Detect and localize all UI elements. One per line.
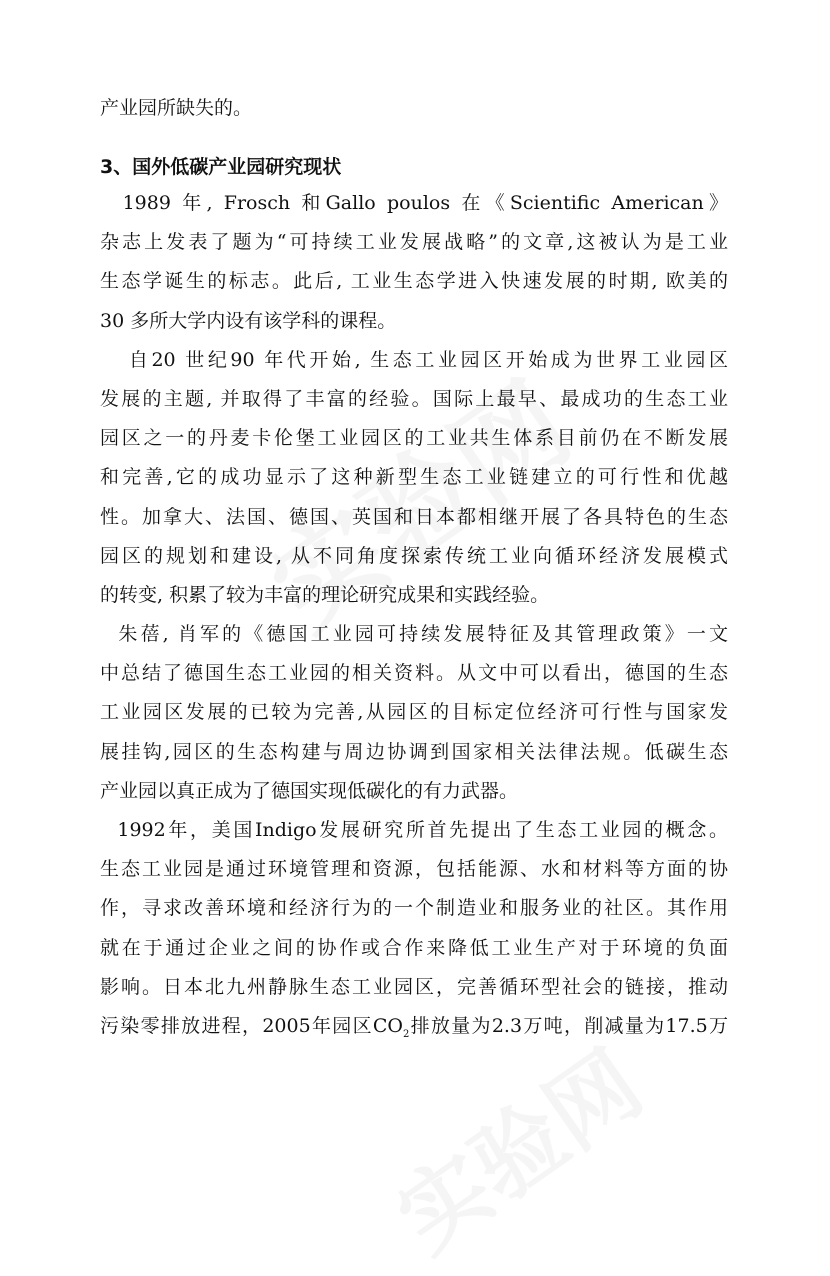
text-line: 园区的规划和建设, 从不同角度探索传统工业向循环经济发展模式 bbox=[100, 544, 728, 567]
document-body bbox=[100, 96, 728, 1053]
text-segment: 污染零排放进程，2005年园区CO bbox=[100, 1014, 403, 1037]
text-line: 产业园以真正成为了德国实现低碳化的有力武器。 bbox=[100, 779, 519, 802]
text-line: 影响。日本北九州静脉生态工业园区，完善循环型社会的链接，推动 bbox=[100, 975, 728, 998]
paragraph bbox=[100, 191, 728, 334]
paragraph bbox=[100, 622, 728, 804]
text-line: 的转变, 积累了较为丰富的理论研究成果和实践经验。 bbox=[100, 583, 550, 606]
subscript: 2 bbox=[403, 1028, 410, 1039]
section-heading: 3、国外低碳产业园研究现状 bbox=[100, 156, 342, 178]
text-line: 和完善,它的成功显示了这种新型生态工业链建立的可行性和优越 bbox=[100, 466, 728, 489]
text-line: 发展的主题, 并取得了丰富的经验。国际上最早、最成功的生态工业 bbox=[100, 387, 728, 410]
text-line: 1989 年, Frosch 和Gallo poulos 在《Scientific American》 bbox=[100, 192, 728, 214]
paragraph bbox=[100, 348, 728, 608]
text-line: 性。加拿大、法国、德国、英国和日本都相继开展了各具特色的生态 bbox=[100, 505, 728, 528]
text-line: 生态工业园是通过环境管理和资源，包括能源、水和材料等方面的协 bbox=[100, 858, 728, 881]
paragraph bbox=[100, 818, 728, 1039]
text-line: 1992年，美国Indigo发展研究所首先提出了生态工业园的概念。 bbox=[100, 819, 728, 841]
text-line: 30 多所大学内设有该学科的课程。 bbox=[100, 309, 397, 332]
text-line: 展挂钩,园区的生态构建与周边协调到国家相关法律法规。低碳生态 bbox=[100, 740, 728, 763]
text-line: 作，寻求改善环境和经济行为的一个制造业和服务业的社区。其作用 bbox=[100, 897, 728, 920]
watermark bbox=[367, 1014, 663, 1275]
text-line: 生态学诞生的标志。此后, 工业生态学进入快速发展的时期, 欧美的 bbox=[100, 270, 728, 293]
text-line: 中总结了德国生态工业园的相关资料。从文中可以看出，德国的生态 bbox=[100, 662, 728, 685]
text-line-with-subscript bbox=[100, 1014, 728, 1039]
text-line: 就在于通过企业之间的协作或合作来降低工业生产对于环境的负面 bbox=[100, 936, 728, 959]
text-line: 自20 世纪90 年代开始, 生态工业园区开始成为世界工业园区 bbox=[100, 348, 728, 371]
text-line: 工业园区发展的已较为完善,从园区的目标定位经济可行性与国家发 bbox=[100, 701, 728, 724]
text-line: 朱蓓, 肖军的《德国工业园可持续发展特征及其管理政策》一文 bbox=[100, 623, 728, 646]
text-segment: 排放量为2.3万吨，削减量为17.5万 bbox=[409, 1014, 728, 1037]
text-line: 园区之一的丹麦卡伦堡工业园区的工业共生体系目前仍在不断发展 bbox=[100, 427, 728, 450]
text-line: 产业园所缺失的。 bbox=[100, 97, 253, 119]
text-line: 杂志上发表了题为“可持续工业发展战略”的文章,这被认为是工业 bbox=[100, 231, 728, 254]
